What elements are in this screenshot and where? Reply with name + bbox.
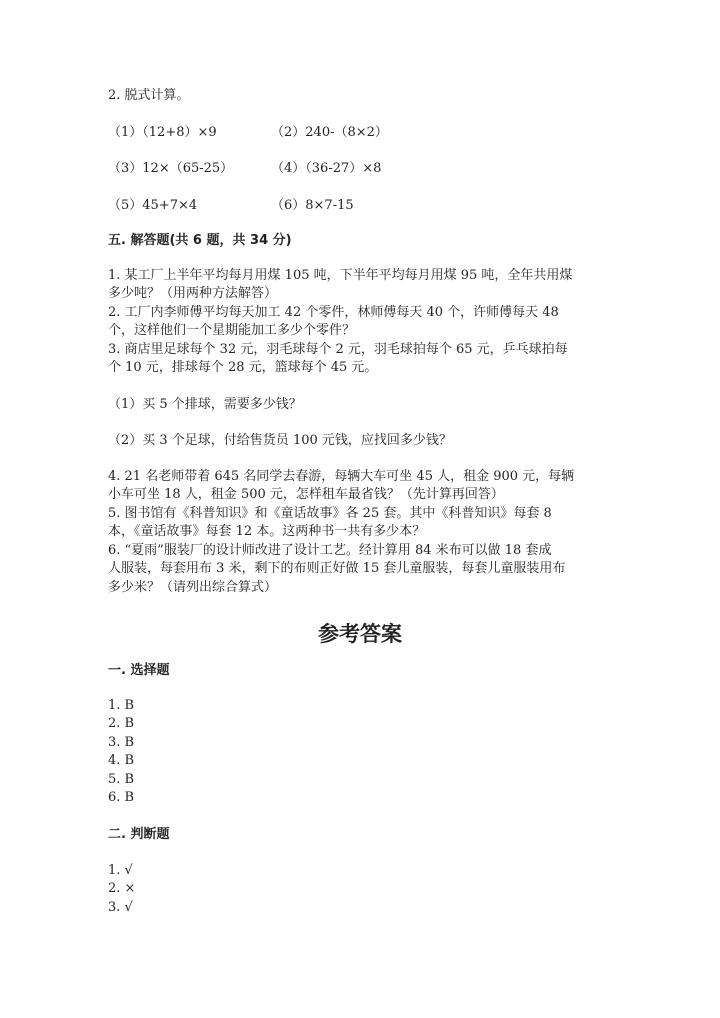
question-3-line-1: 3. 商店里足球每个 32 元，羽毛球每个 2 元，羽毛球拍每个 65 元，乒乓球拍每 — [108, 342, 568, 357]
choice-answer-3: 3. B — [108, 735, 135, 750]
question-4-line-1: 4. 21 名老师带着 645 名同学去春游，每辆大车可坐 45 人，租金 900 元，每辆 — [108, 469, 575, 484]
judge-answer-1: 1. √ — [108, 863, 133, 878]
calc-item-1: （1）（12+8）×9 — [108, 125, 217, 140]
question-3-line-2: 个 10 元，排球每个 28 元，篮球每个 45 元。 — [108, 360, 378, 375]
calc-heading: 2. 脱式计算。 — [108, 88, 190, 103]
question-6-line-1: 6. “夏雨”服装厂的设计师改进了设计工艺。经计算用 84 米布可以做 18 套成 — [108, 543, 552, 558]
question-5-line-1: 5. 图书馆有《科普知识》和《童话故事》各 25 套。其中《科普知识》每套 8 — [108, 506, 552, 521]
question-2-line-2: 个，这样他们一个星期能加工多少个零件？ — [108, 323, 356, 338]
question-5-line-2: 本，《童话故事》每套 12 本。这两种书一共有多少本？ — [108, 524, 426, 539]
choice-heading: 一. 选择题 — [108, 663, 170, 678]
calc-item-6: （6）8×7-15 — [271, 198, 354, 213]
question-4-line-2: 小车可坐 18 人，租金 500 元，怎样租车最省钱？（先计算再回答） — [108, 487, 504, 502]
question-2-line-1: 2. 工厂内李师傅平均每天加工 42 个零件，林师傅每天 40 个，许师傅每天 48 — [108, 305, 559, 320]
judge-answer-2: 2. × — [108, 881, 136, 896]
question-6-line-2: 人服装，每套用布 3 米，剩下的布则正好做 15 套儿童服装，每套儿童服装用布 — [108, 561, 566, 576]
choice-answer-6: 6. B — [108, 790, 135, 805]
question-1-line-1: 1. 某工厂上半年平均每月用煤 105 吨，下半年平均每月用煤 95 吨，全年共用煤 — [108, 268, 573, 283]
choice-answer-2: 2. B — [108, 716, 135, 731]
calc-item-4: （4）（36-27）×8 — [271, 161, 382, 176]
answers-title: 参考答案 — [318, 622, 402, 646]
question-1-line-2: 多少吨？（用两种方法解答） — [108, 286, 278, 301]
question-6-line-3: 多少米？（请列出综合算式） — [108, 580, 278, 595]
judge-heading: 二. 判断题 — [108, 827, 170, 842]
choice-answer-4: 4. B — [108, 753, 135, 768]
judge-answer-3: 3. √ — [108, 900, 133, 915]
choice-answer-5: 5. B — [108, 772, 135, 787]
calc-item-3: （3）12×（65-25） — [108, 161, 234, 176]
calc-item-5: （5）45+7×4 — [108, 198, 198, 213]
calc-item-2: （2）240-（8×2） — [271, 125, 388, 140]
question-3-sub-1: （1）买 5 个排球，需要多少钱？ — [108, 397, 302, 412]
section5-heading: 五. 解答题(共 6 题，共 34 分) — [108, 233, 292, 248]
choice-answer-1: 1. B — [108, 698, 135, 713]
question-3-sub-2: （2）买 3 个足球，付给售货员 100 元钱，应找回多少钱？ — [108, 433, 452, 448]
